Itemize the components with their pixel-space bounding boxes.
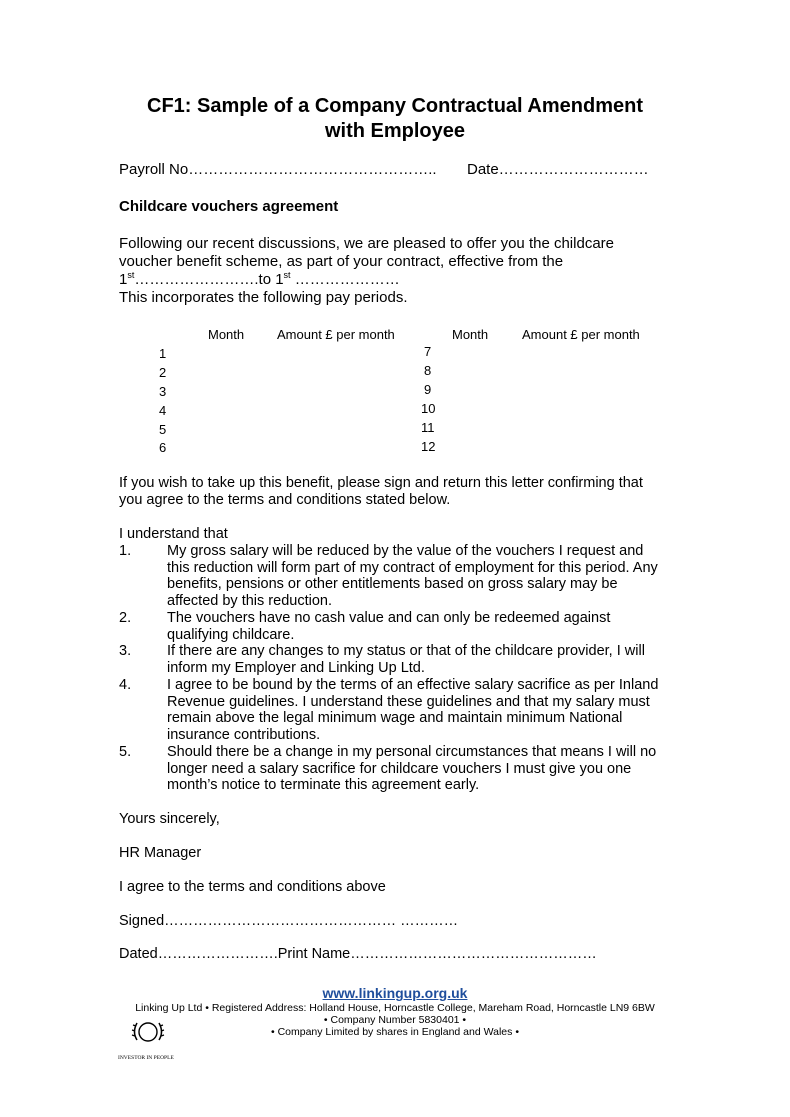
- intro-line-2: voucher benefit scheme, as part of your contract, effective from the: [119, 253, 564, 270]
- period-row: 7: [424, 344, 432, 359]
- period-row: 8: [424, 363, 432, 378]
- take-up-line-1: If you wish to take up this benefit, please sign and return this letter confirming that: [119, 475, 643, 491]
- intro-paragraph: [119, 235, 614, 307]
- period-row: 4: [159, 403, 167, 418]
- hr-manager: HR Manager: [119, 845, 202, 861]
- page-title: [0, 94, 790, 144]
- intro-line-1: Following our recent discussions, we are pleased to offer you the childcare: [119, 235, 614, 252]
- signed-line: Signed………………………………………… …………: [119, 913, 459, 929]
- period-row: 10: [421, 401, 436, 416]
- term-item-3: If there are any changes to my status or that of the childcare provider, I will inform my Employer and Linking Up Ltd.: [167, 643, 645, 676]
- term-item-5: Should there be a change in my personal circumstances that means I will no longer need a salary sacrifice for childcare vouchers I must give you one month’s notice to terminate this agreement early.: [167, 744, 657, 794]
- logo-caption: INVESTOR IN PEOPLE: [118, 1055, 174, 1061]
- period-row: 9: [424, 382, 432, 397]
- term-number: 1.: [119, 543, 132, 559]
- period-row: 2: [159, 365, 167, 380]
- period-row: 6: [159, 440, 167, 455]
- website-link[interactable]: www.linkingup.org.uk: [322, 985, 468, 1001]
- term-number: 4.: [119, 677, 132, 693]
- dated-print-name-line: Dated…………………….Print Name……………………………………………: [119, 946, 597, 962]
- agree-statement: I agree to the terms and conditions above: [119, 879, 386, 895]
- term-item-2: The vouchers have no cash value and can only be redeemed against qualifying childcare.: [167, 610, 611, 643]
- intro-line-3: 1st…………………….to 1st …………………: [119, 270, 400, 288]
- period-row: 5: [159, 422, 167, 437]
- take-up-line-2: you agree to the terms and conditions stated below.: [119, 491, 451, 508]
- col-header-amount-left: Amount £ per month: [277, 327, 395, 342]
- col-header-month-left: Month: [208, 327, 245, 342]
- period-row: 11: [421, 420, 435, 435]
- take-up-paragraph: [119, 475, 643, 508]
- period-row: 1: [159, 346, 167, 361]
- investor-in-people-logo: [118, 1018, 178, 1061]
- understand-heading: I understand that: [119, 526, 228, 542]
- period-row: 3: [159, 384, 167, 399]
- period-row: 12: [421, 439, 436, 454]
- col-header-amount-right: Amount £ per month: [522, 327, 640, 342]
- footer-limited: • Company Limited by shares in England and Wales •: [270, 1026, 519, 1038]
- term-number: 2.: [119, 610, 132, 626]
- title-line-2: with Employee: [324, 120, 466, 142]
- payroll-field: Payroll No…………………………………………..: [119, 161, 437, 178]
- title-line-1: CF1: Sample of a Company Contractual Amendment: [147, 95, 643, 117]
- term-number: 3.: [119, 643, 132, 659]
- yours-sincerely: Yours sincerely,: [119, 811, 220, 827]
- footer-company-number: • Company Number 5830401 •: [323, 1014, 467, 1026]
- section-heading: Childcare vouchers agreement: [119, 198, 339, 215]
- footer-link-wrap: [0, 985, 790, 1003]
- term-item-4: I agree to be bound by the terms of an effective salary sacrifice as per Inland Revenue guidelines. I understand these guidelines and that my salary must remain above the legal minimum wage and maintain minimum National insurance contributions.: [167, 677, 659, 743]
- date-field: Date…………………………: [467, 161, 649, 178]
- term-item-1: My gross salary will be reduced by the value of the vouchers I request and this reduction will form part of my contract of employment for this period. Any benefits, pensions or other entitlements based on gross salary may be affected by this reduction.: [167, 543, 658, 609]
- term-number: 5.: [119, 744, 132, 760]
- laurel-icon: [118, 1018, 178, 1048]
- footer-address: Linking Up Ltd • Registered Address: Holland House, Horncastle College, Mareham Road, Horncastle LN9 6BW: [135, 1002, 655, 1014]
- intro-line-4: This incorporates the following pay periods.: [119, 289, 408, 306]
- col-header-month-right: Month: [452, 327, 489, 342]
